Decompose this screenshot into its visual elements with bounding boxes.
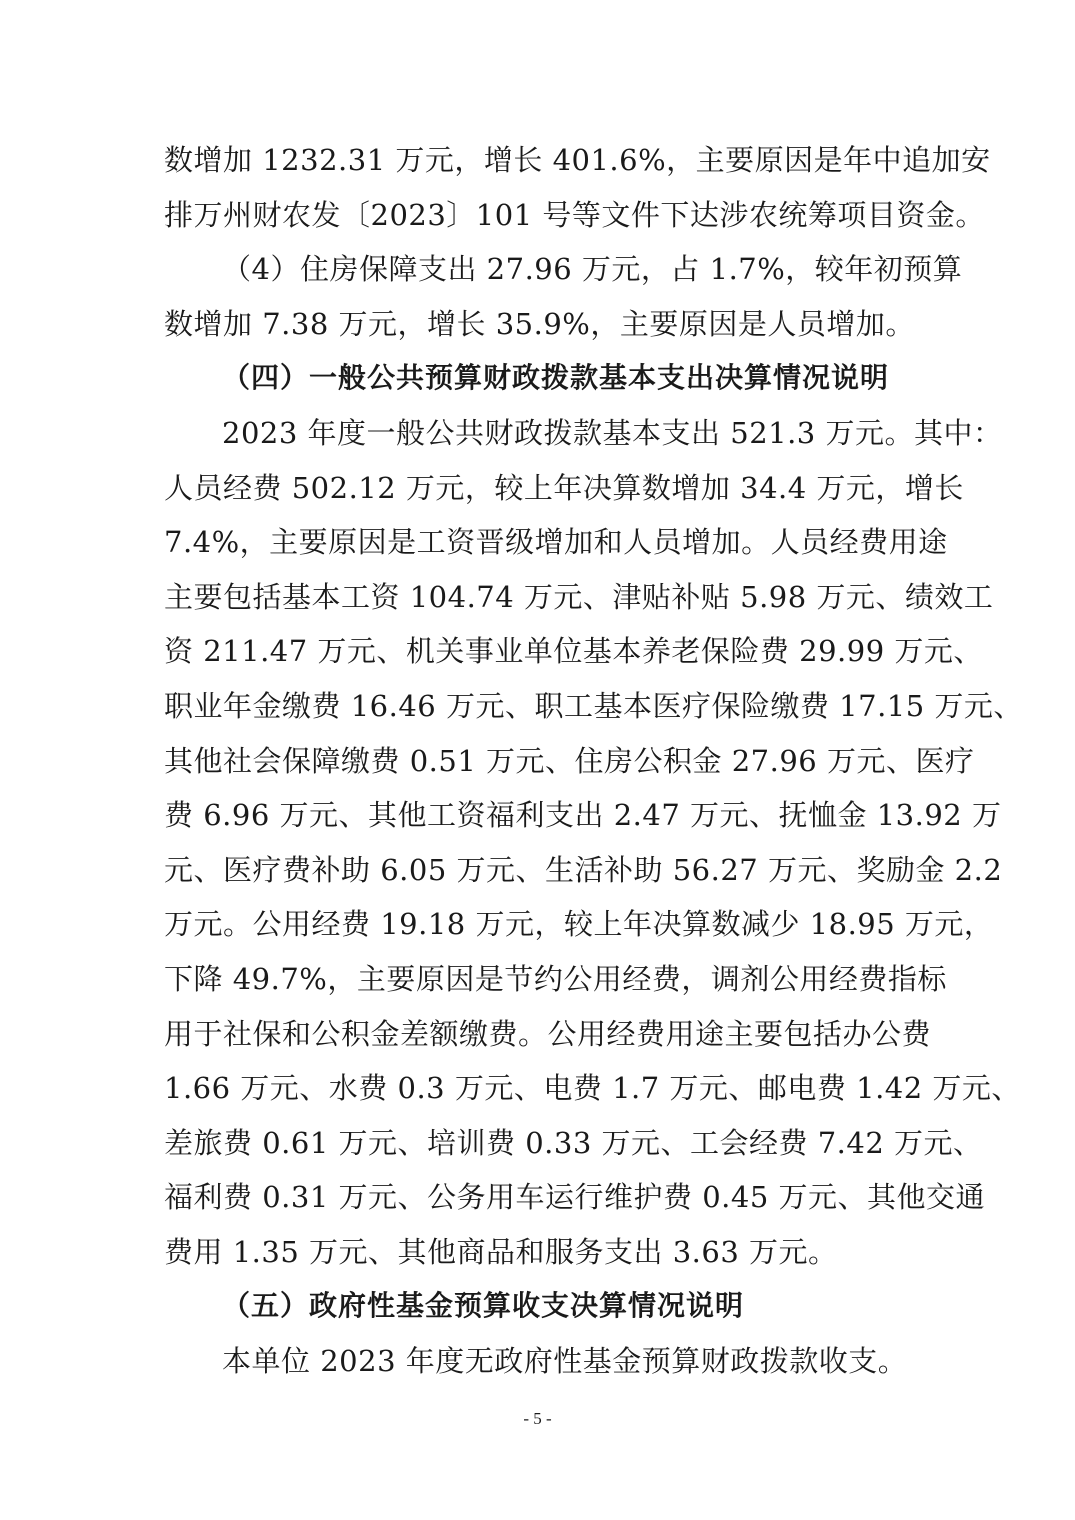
paragraph-line: 其他社会保障缴费 0.51 万元、住房公积金 27.96 万元、医疗 (164, 743, 975, 778)
paragraph-line: 数增加 1232.31 万元，增长 401.6%，主要原因是年中追加安 (164, 143, 991, 177)
paragraph-line: 职业年金缴费 16.46 万元、职工基本医疗保险缴费 17.15 万元、 (164, 688, 1023, 723)
paragraph-line: 人员经费 502.12 万元，较上年决算数增加 34.4 万元，增长 (164, 470, 964, 505)
document-body (164, 133, 1023, 1389)
section-heading-five: （五）政府性基金预算收支决算情况说明 (222, 1289, 745, 1323)
paragraph-line: （4）住房保障支出 27.96 万元，占 1.7%，较年初预算 (222, 252, 963, 287)
paragraph-line: 福利费 0.31 万元、公务用车运行维护费 0.45 万元、其他交通 (164, 1180, 986, 1215)
paragraph-line: 下降 49.7%，主要原因是节约公用经费，调剂公用经费指标 (164, 961, 947, 996)
paragraph-line: 排万州财农发〔2023〕101 号等文件下达涉农统筹项目资金。 (164, 197, 985, 232)
paragraph-line: 费 6.96 万元、其他工资福利支出 2.47 万元、抚恤金 13.92 万 (164, 798, 1002, 833)
paragraph-line: 万元。公用经费 19.18 万元，较上年决算数减少 18.95 万元， (164, 907, 994, 942)
paragraph-line: 本单位 2023 年度无政府性基金预算财政拨款收支。 (222, 1344, 908, 1379)
paragraph-line: 数增加 7.38 万元，增长 35.9%，主要原因是人员增加。 (164, 306, 915, 341)
page-number: - 5 - (523, 1409, 552, 1428)
paragraph-line: 主要包括基本工资 104.74 万元、津贴补贴 5.98 万元、绩效工 (164, 579, 994, 614)
section-heading-four: （四）一般公共预算财政拨款基本支出决算情况说明 (222, 361, 890, 395)
paragraph-line: 用于社保和公积金差额缴费。公用经费用途主要包括办公费 (164, 1016, 932, 1051)
paragraph-line: 元、医疗费补助 6.05 万元、生活补助 56.27 万元、奖励金 2.2 (164, 852, 1003, 887)
paragraph-line: 1.66 万元、水费 0.3 万元、电费 1.7 万元、邮电费 1.42 万元、 (164, 1071, 1021, 1106)
paragraph-line: 7.4%，主要原因是工资晋级增加和人员增加。人员经费用途 (164, 525, 948, 560)
paragraph-line: 费用 1.35 万元、其他商品和服务支出 3.63 万元。 (164, 1234, 838, 1269)
paragraph-line: 2023 年度一般公共财政拨款基本支出 521.3 万元。其中： (222, 415, 1003, 450)
paragraph-line: 资 211.47 万元、机关事业单位基本养老保险费 29.99 万元、 (164, 634, 983, 669)
paragraph-line: 差旅费 0.61 万元、培训费 0.33 万元、工会经费 7.42 万元、 (164, 1125, 983, 1160)
